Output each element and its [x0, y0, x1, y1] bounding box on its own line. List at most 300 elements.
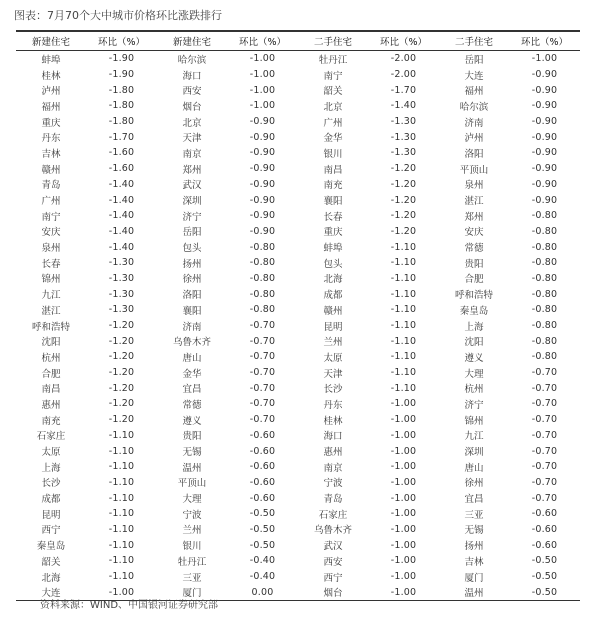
city-cell: 湛江 [41, 305, 61, 317]
mom-change-cell: -1.90 [108, 69, 135, 81]
city-cell: 扬州 [464, 541, 484, 553]
city-cell: 包头 [182, 243, 202, 255]
mom-change-cell: -0.70 [249, 414, 276, 426]
table-row [16, 286, 580, 302]
city-cell: 上海 [41, 462, 61, 474]
city-cell: 银川 [323, 148, 343, 160]
mom-change-cell: -1.10 [390, 351, 417, 363]
table-row [16, 569, 580, 585]
mom-change-cell: -1.00 [390, 445, 417, 457]
city-cell: 杭州 [464, 384, 484, 396]
city-cell: 金华 [323, 133, 343, 145]
mom-change-cell: -0.60 [249, 461, 276, 473]
mom-change-cell: -1.00 [390, 398, 417, 410]
table-body [16, 51, 580, 601]
mom-change-cell: -1.00 [249, 69, 276, 81]
mom-change-cell: -1.10 [390, 335, 417, 347]
table-row [16, 537, 580, 553]
mom-change-cell: -0.80 [249, 257, 276, 269]
city-cell: 乌鲁木齐 [313, 525, 352, 537]
mom-change-cell: -1.00 [390, 539, 417, 551]
mom-change-cell: -0.90 [249, 194, 276, 206]
table-row [16, 506, 580, 522]
table-row [16, 271, 580, 287]
mom-change-cell: -1.20 [390, 163, 417, 175]
city-cell: 哈尔滨 [459, 101, 489, 113]
city-cell: 呼和浩特 [454, 290, 493, 302]
city-cell: 襄阳 [182, 305, 202, 317]
city-cell: 贵阳 [464, 258, 484, 270]
mom-change-cell: -1.40 [108, 210, 135, 222]
mom-change-cell: -0.40 [249, 571, 276, 583]
table-row [16, 490, 580, 506]
city-cell: 泉州 [41, 243, 61, 255]
city-cell: 宜昌 [182, 384, 202, 396]
mom-change-cell: -0.60 [531, 508, 558, 520]
table-row [16, 145, 580, 161]
mom-change-cell: -0.90 [531, 84, 558, 96]
city-cell: 锦州 [464, 415, 484, 427]
mom-change-cell: -1.00 [390, 414, 417, 426]
mom-change-cell: -1.10 [108, 571, 135, 583]
mom-change-cell: -1.00 [390, 555, 417, 567]
mom-change-cell: -1.20 [108, 335, 135, 347]
mom-change-cell: -0.50 [249, 539, 276, 551]
mom-change-cell: -1.20 [390, 210, 417, 222]
mom-change-cell: -1.40 [108, 241, 135, 253]
table-row [16, 51, 580, 67]
mom-change-cell: -1.20 [108, 367, 135, 379]
city-cell: 大理 [182, 494, 202, 506]
table-row [16, 459, 580, 475]
table-row [16, 114, 580, 130]
mom-change-cell: -0.80 [531, 335, 558, 347]
mom-change-cell: -1.10 [108, 555, 135, 567]
mom-change-cell: -0.80 [531, 304, 558, 316]
city-cell: 郑州 [464, 211, 484, 223]
city-cell: 三亚 [464, 509, 484, 521]
city-cell: 湛江 [464, 196, 484, 208]
mom-change-cell: -1.10 [390, 304, 417, 316]
city-cell: 赣州 [41, 164, 61, 176]
city-cell: 长春 [41, 258, 61, 270]
table-row [16, 412, 580, 428]
city-cell: 兰州 [323, 337, 343, 349]
mom-change-cell: -0.70 [531, 476, 558, 488]
city-cell: 丹东 [323, 399, 343, 411]
city-cell: 温州 [182, 462, 202, 474]
city-cell: 合肥 [464, 274, 484, 286]
city-cell: 惠州 [323, 447, 343, 459]
mom-change-cell: -1.10 [108, 539, 135, 551]
table-row [16, 192, 580, 208]
city-cell: 昆明 [41, 509, 61, 521]
city-cell: 牡丹江 [177, 556, 207, 568]
city-cell: 石家庄 [36, 431, 66, 443]
city-cell: 安庆 [41, 227, 61, 239]
mom-change-cell: -0.70 [249, 367, 276, 379]
city-cell: 金华 [182, 368, 202, 380]
mom-change-cell: -0.70 [531, 461, 558, 473]
mom-change-cell: -1.40 [108, 194, 135, 206]
city-cell: 海口 [323, 431, 343, 443]
city-cell: 徐州 [182, 274, 202, 286]
mom-change-cell: -1.20 [108, 320, 135, 332]
mom-change-cell: -0.90 [249, 210, 276, 222]
mom-change-cell: -0.80 [249, 288, 276, 300]
city-cell: 襄阳 [323, 196, 343, 208]
mom-change-cell: -1.30 [108, 304, 135, 316]
city-cell: 青岛 [41, 180, 61, 192]
column-header-city: 新建住宅 [31, 37, 70, 48]
city-cell: 韶关 [323, 86, 343, 98]
city-cell: 济南 [464, 117, 484, 129]
mom-change-cell: -1.20 [108, 351, 135, 363]
ranking-table [16, 30, 580, 601]
mom-change-cell: -0.70 [531, 398, 558, 410]
city-cell: 泸州 [41, 86, 61, 98]
mom-change-cell: -1.00 [108, 586, 135, 598]
mom-change-cell: -0.90 [531, 116, 558, 128]
city-cell: 西宁 [323, 572, 343, 584]
mom-change-cell: -0.90 [531, 163, 558, 175]
column-header-mom: 环比（%） [379, 37, 428, 48]
city-cell: 杭州 [41, 352, 61, 364]
table-row [16, 428, 580, 444]
city-cell: 兰州 [182, 525, 202, 537]
city-cell: 上海 [464, 321, 484, 333]
city-cell: 广州 [323, 117, 343, 129]
table-row [16, 67, 580, 83]
city-cell: 成都 [323, 290, 343, 302]
mom-change-cell: -1.10 [108, 461, 135, 473]
table-row [16, 443, 580, 459]
city-cell: 广州 [41, 196, 61, 208]
mom-change-cell: -1.30 [390, 147, 417, 159]
city-cell: 遵义 [182, 415, 202, 427]
column-header-city: 新建住宅 [172, 37, 211, 48]
mom-change-cell: -2.00 [390, 53, 417, 65]
mom-change-cell: -1.40 [108, 178, 135, 190]
city-cell: 南充 [323, 180, 343, 192]
mom-change-cell: -0.70 [249, 335, 276, 347]
city-cell: 沈阳 [464, 337, 484, 349]
column-header-mom: 环比（%） [238, 37, 287, 48]
mom-change-cell: 0.00 [251, 586, 274, 598]
city-cell: 牡丹江 [318, 54, 348, 66]
mom-change-cell: -1.00 [390, 492, 417, 504]
column-header-city: 二手住宅 [313, 37, 352, 48]
mom-change-cell: -0.60 [249, 492, 276, 504]
mom-change-cell: -0.50 [531, 555, 558, 567]
mom-change-cell: -1.20 [108, 414, 135, 426]
mom-change-cell: -0.80 [531, 351, 558, 363]
city-cell: 蚌埠 [323, 243, 343, 255]
table-row [16, 365, 580, 381]
city-cell: 宜昌 [464, 494, 484, 506]
mom-change-cell: -0.90 [531, 194, 558, 206]
mom-change-cell: -0.90 [249, 225, 276, 237]
city-cell: 遵义 [464, 352, 484, 364]
city-cell: 重庆 [323, 227, 343, 239]
mom-change-cell: -0.90 [531, 131, 558, 143]
mom-change-cell: -0.70 [249, 351, 276, 363]
city-cell: 成都 [41, 494, 61, 506]
city-cell: 大连 [41, 588, 61, 600]
figure-title: 图表：7月70个大中城市价格环比涨跌排行 [14, 9, 222, 22]
mom-change-cell: -0.80 [531, 225, 558, 237]
table-row [16, 553, 580, 569]
city-cell: 洛阳 [182, 290, 202, 302]
city-cell: 蚌埠 [41, 54, 61, 66]
city-cell: 泸州 [464, 133, 484, 145]
city-cell: 石家庄 [318, 509, 348, 521]
mom-change-cell: -0.70 [531, 414, 558, 426]
city-cell: 南昌 [323, 164, 343, 176]
mom-change-cell: -0.50 [249, 523, 276, 535]
city-cell: 扬州 [182, 258, 202, 270]
city-cell: 南宁 [41, 211, 61, 223]
city-cell: 重庆 [41, 117, 61, 129]
mom-change-cell: -0.60 [249, 476, 276, 488]
mom-change-cell: -1.40 [390, 100, 417, 112]
mom-change-cell: -1.80 [108, 100, 135, 112]
city-cell: 锦州 [41, 274, 61, 286]
mom-change-cell: -1.00 [390, 571, 417, 583]
city-cell: 武汉 [182, 180, 202, 192]
mom-change-cell: -1.70 [390, 84, 417, 96]
mom-change-cell: -0.60 [531, 539, 558, 551]
city-cell: 无锡 [464, 525, 484, 537]
city-cell: 秦皇岛 [459, 305, 489, 317]
city-cell: 太原 [41, 447, 61, 459]
mom-change-cell: -0.90 [531, 100, 558, 112]
mom-change-cell: -1.10 [108, 523, 135, 535]
city-cell: 长沙 [41, 478, 61, 490]
city-cell: 岳阳 [182, 227, 202, 239]
mom-change-cell: -0.90 [531, 147, 558, 159]
city-cell: 青岛 [323, 494, 343, 506]
city-cell: 唐山 [182, 352, 202, 364]
city-cell: 北海 [41, 572, 61, 584]
city-cell: 惠州 [41, 399, 61, 411]
city-cell: 南京 [323, 462, 343, 474]
city-cell: 韶关 [41, 556, 61, 568]
mom-change-cell: -1.30 [108, 272, 135, 284]
city-cell: 济宁 [464, 399, 484, 411]
city-cell: 南宁 [323, 70, 343, 82]
city-cell: 烟台 [182, 101, 202, 113]
mom-change-cell: -1.10 [108, 492, 135, 504]
mom-change-cell: -1.10 [108, 429, 135, 441]
city-cell: 呼和浩特 [31, 321, 70, 333]
mom-change-cell: -1.80 [108, 84, 135, 96]
city-cell: 常德 [182, 399, 202, 411]
city-cell: 北海 [323, 274, 343, 286]
mom-change-cell: -0.80 [249, 241, 276, 253]
table-row [16, 318, 580, 334]
city-cell: 平顶山 [459, 164, 489, 176]
city-cell: 海口 [182, 70, 202, 82]
mom-change-cell: -1.20 [390, 178, 417, 190]
city-cell: 厦门 [464, 572, 484, 584]
table-row [16, 161, 580, 177]
city-cell: 赣州 [323, 305, 343, 317]
mom-change-cell: -1.60 [108, 163, 135, 175]
mom-change-cell: -1.00 [390, 586, 417, 598]
city-cell: 常德 [464, 243, 484, 255]
mom-change-cell: -0.60 [531, 523, 558, 535]
mom-change-cell: -1.20 [390, 225, 417, 237]
mom-change-cell: -1.10 [390, 288, 417, 300]
mom-change-cell: -1.10 [390, 320, 417, 332]
city-cell: 郑州 [182, 164, 202, 176]
mom-change-cell: -1.00 [531, 53, 558, 65]
ranking-table-container [16, 30, 580, 601]
mom-change-cell: -1.30 [108, 288, 135, 300]
mom-change-cell: -0.50 [249, 508, 276, 520]
city-cell: 烟台 [323, 588, 343, 600]
city-cell: 天津 [182, 133, 202, 145]
mom-change-cell: -0.80 [249, 272, 276, 284]
mom-change-cell: -1.00 [249, 84, 276, 96]
mom-change-cell: -1.00 [390, 523, 417, 535]
mom-change-cell: -0.80 [531, 257, 558, 269]
city-cell: 贵阳 [182, 431, 202, 443]
city-cell: 洛阳 [464, 148, 484, 160]
mom-change-cell: -1.40 [108, 225, 135, 237]
city-cell: 哈尔滨 [177, 54, 207, 66]
city-cell: 大连 [464, 70, 484, 82]
city-cell: 九江 [464, 431, 484, 443]
mom-change-cell: -0.60 [249, 429, 276, 441]
city-cell: 昆明 [323, 321, 343, 333]
mom-change-cell: -1.20 [108, 382, 135, 394]
city-cell: 吉林 [464, 556, 484, 568]
mom-change-cell: -0.90 [249, 163, 276, 175]
city-cell: 乌鲁木齐 [172, 337, 211, 349]
mom-change-cell: -0.70 [531, 367, 558, 379]
table-row [16, 302, 580, 318]
mom-change-cell: -1.10 [390, 367, 417, 379]
column-header-city: 二手住宅 [454, 37, 493, 48]
source-note: 资料来源：WIND、中国银河证券研究部 [40, 600, 219, 611]
city-cell: 银川 [182, 541, 202, 553]
city-cell: 岳阳 [464, 54, 484, 66]
city-cell: 南充 [41, 415, 61, 427]
city-cell: 北京 [323, 101, 343, 113]
city-cell: 西安 [182, 86, 202, 98]
city-cell: 福州 [41, 101, 61, 113]
mom-change-cell: -0.80 [531, 320, 558, 332]
column-header-mom: 环比（%） [97, 37, 146, 48]
city-cell: 厦门 [182, 588, 202, 600]
city-cell: 长春 [323, 211, 343, 223]
mom-change-cell: -0.80 [531, 272, 558, 284]
city-cell: 西安 [323, 556, 343, 568]
city-cell: 包头 [323, 258, 343, 270]
mom-change-cell: -1.30 [390, 116, 417, 128]
mom-change-cell: -1.10 [108, 476, 135, 488]
table-row [16, 333, 580, 349]
city-cell: 秦皇岛 [36, 541, 66, 553]
table-row [16, 208, 580, 224]
mom-change-cell: -1.10 [108, 508, 135, 520]
mom-change-cell: -1.00 [390, 429, 417, 441]
city-cell: 三亚 [182, 572, 202, 584]
city-cell: 丹东 [41, 133, 61, 145]
table-row [16, 255, 580, 271]
city-cell: 温州 [464, 588, 484, 600]
city-cell: 宁波 [182, 509, 202, 521]
table-row [16, 475, 580, 491]
table-row [16, 177, 580, 193]
city-cell: 天津 [323, 368, 343, 380]
mom-change-cell: -0.40 [249, 555, 276, 567]
mom-change-cell: -0.80 [249, 304, 276, 316]
city-cell: 合肥 [41, 368, 61, 380]
city-cell: 大理 [464, 368, 484, 380]
city-cell: 桂林 [41, 70, 61, 82]
city-cell: 深圳 [464, 447, 484, 459]
mom-change-cell: -1.10 [390, 382, 417, 394]
mom-change-cell: -0.80 [531, 288, 558, 300]
city-cell: 南京 [182, 148, 202, 160]
city-cell: 深圳 [182, 196, 202, 208]
city-cell: 武汉 [323, 541, 343, 553]
table-row [16, 396, 580, 412]
mom-change-cell: -0.70 [531, 382, 558, 394]
mom-change-cell: -1.90 [108, 53, 135, 65]
city-cell: 唐山 [464, 462, 484, 474]
table-row [16, 349, 580, 365]
city-cell: 南昌 [41, 384, 61, 396]
mom-change-cell: -0.90 [249, 178, 276, 190]
column-header-mom: 环比（%） [520, 37, 569, 48]
mom-change-cell: -0.50 [531, 586, 558, 598]
table-row [16, 522, 580, 538]
mom-change-cell: -1.20 [108, 398, 135, 410]
table-row [16, 82, 580, 98]
mom-change-cell: -2.00 [390, 69, 417, 81]
city-cell: 九江 [41, 290, 61, 302]
mom-change-cell: -0.70 [531, 492, 558, 504]
city-cell: 西宁 [41, 525, 61, 537]
mom-change-cell: -1.00 [390, 508, 417, 520]
mom-change-cell: -0.70 [531, 445, 558, 457]
table-row [16, 239, 580, 255]
mom-change-cell: -1.10 [108, 445, 135, 457]
city-cell: 济南 [182, 321, 202, 333]
table-row [16, 98, 580, 114]
city-cell: 无锡 [182, 447, 202, 459]
mom-change-cell: -1.20 [390, 194, 417, 206]
mom-change-cell: -0.70 [249, 398, 276, 410]
mom-change-cell: -1.10 [390, 241, 417, 253]
mom-change-cell: -0.70 [249, 382, 276, 394]
table-row [16, 380, 580, 396]
city-cell: 福州 [464, 86, 484, 98]
mom-change-cell: -1.60 [108, 147, 135, 159]
city-cell: 泉州 [464, 180, 484, 192]
mom-change-cell: -0.70 [249, 320, 276, 332]
city-cell: 宁波 [323, 478, 343, 490]
table-row [16, 129, 580, 145]
city-cell: 吉林 [41, 148, 61, 160]
mom-change-cell: -0.50 [531, 571, 558, 583]
city-cell: 北京 [182, 117, 202, 129]
mom-change-cell: -1.10 [390, 257, 417, 269]
